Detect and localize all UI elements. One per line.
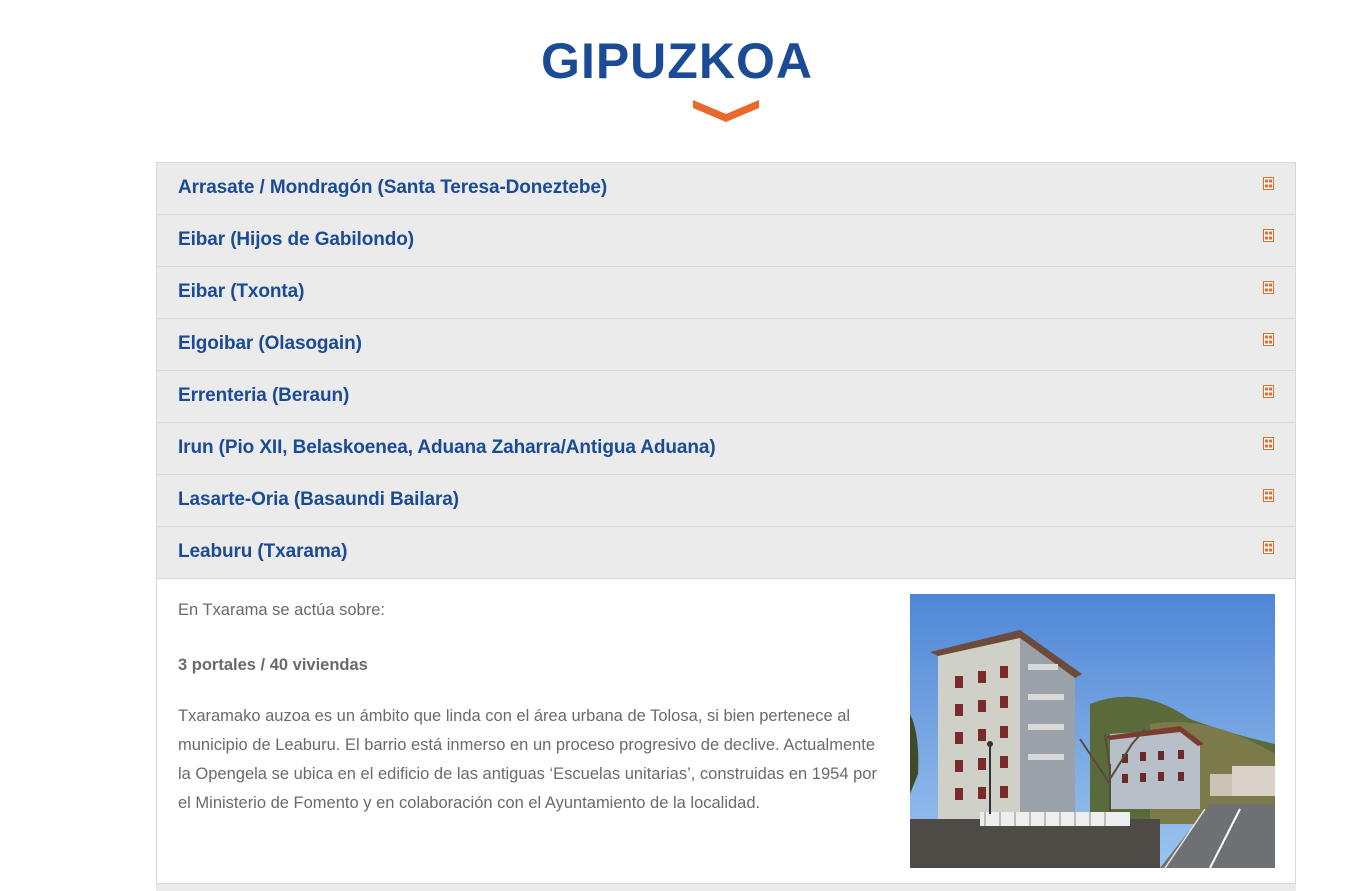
accordion-item-label: Arrasate / Mondragón (Santa Teresa-Doneztebe) (178, 177, 608, 198)
pdf-icon[interactable] (1263, 489, 1274, 502)
accordion-item-lasarte-oria[interactable] (157, 475, 1295, 527)
pdf-icon[interactable] (1263, 229, 1274, 242)
pdf-icon[interactable] (1263, 281, 1274, 294)
accordion-item-errenteria[interactable] (157, 371, 1295, 423)
locations-accordion (156, 162, 1296, 884)
accordion-item-label: Irun (Pio XII, Belaskoenea, Aduana Zaharra/Antigua Aduana) (178, 437, 716, 458)
pdf-icon[interactable] (1263, 437, 1274, 450)
accordion-item-label: Eibar (Hijos de Gabilondo) (178, 229, 414, 250)
accordion-item-leaburu[interactable] (157, 527, 1295, 579)
accordion-item-eibar-txonta[interactable] (157, 267, 1295, 319)
accordion-item-elgoibar[interactable] (157, 319, 1295, 371)
accordion-item-irun[interactable] (157, 423, 1295, 475)
accordion-item-eibar-gabilondo[interactable] (157, 215, 1295, 267)
region-header (0, 30, 1354, 92)
accordion-item-label: Leaburu (Txarama) (178, 541, 348, 562)
pdf-icon[interactable] (1263, 385, 1274, 398)
pdf-icon[interactable] (1263, 333, 1274, 346)
accordion-item-label: Lasarte-Oria (Basaundi Bailara) (178, 489, 459, 510)
panel-intro: En Txarama se actúa sobre: (178, 601, 385, 619)
panel-description: Txaramako auzoa es un ámbito que linda con el área urbana de Tolosa, si bien pertenece al municipio de Leaburu. El barrio está inmerso en un proceso progresivo de declive. Actualmente la Opengela se ubica en el edificio de las antiguas ‘Escuelas unitarias’, construidas en 1954 por el Ministerio de Fomento y en colaboración con el Ayuntamiento de la localidad. (178, 707, 877, 812)
panel-stats: 3 portales / 40 viviendas (178, 656, 368, 674)
accordion-item-label: Elgoibar (Olasogain) (178, 333, 362, 354)
pdf-icon[interactable] (1263, 541, 1274, 554)
building-photo (910, 594, 1275, 868)
accordion-panel-leaburu (157, 579, 1295, 884)
accordion-item-arrasate[interactable] (157, 163, 1295, 215)
panel-text (178, 596, 888, 844)
accordion-item-label: Errenteria (Beraun) (178, 385, 350, 406)
accordion-item-label: Eibar (Txonta) (178, 281, 305, 302)
page-title: GIPUZKOA (541, 33, 813, 89)
pdf-icon[interactable] (1263, 177, 1274, 190)
chevron-down-icon (693, 100, 759, 124)
